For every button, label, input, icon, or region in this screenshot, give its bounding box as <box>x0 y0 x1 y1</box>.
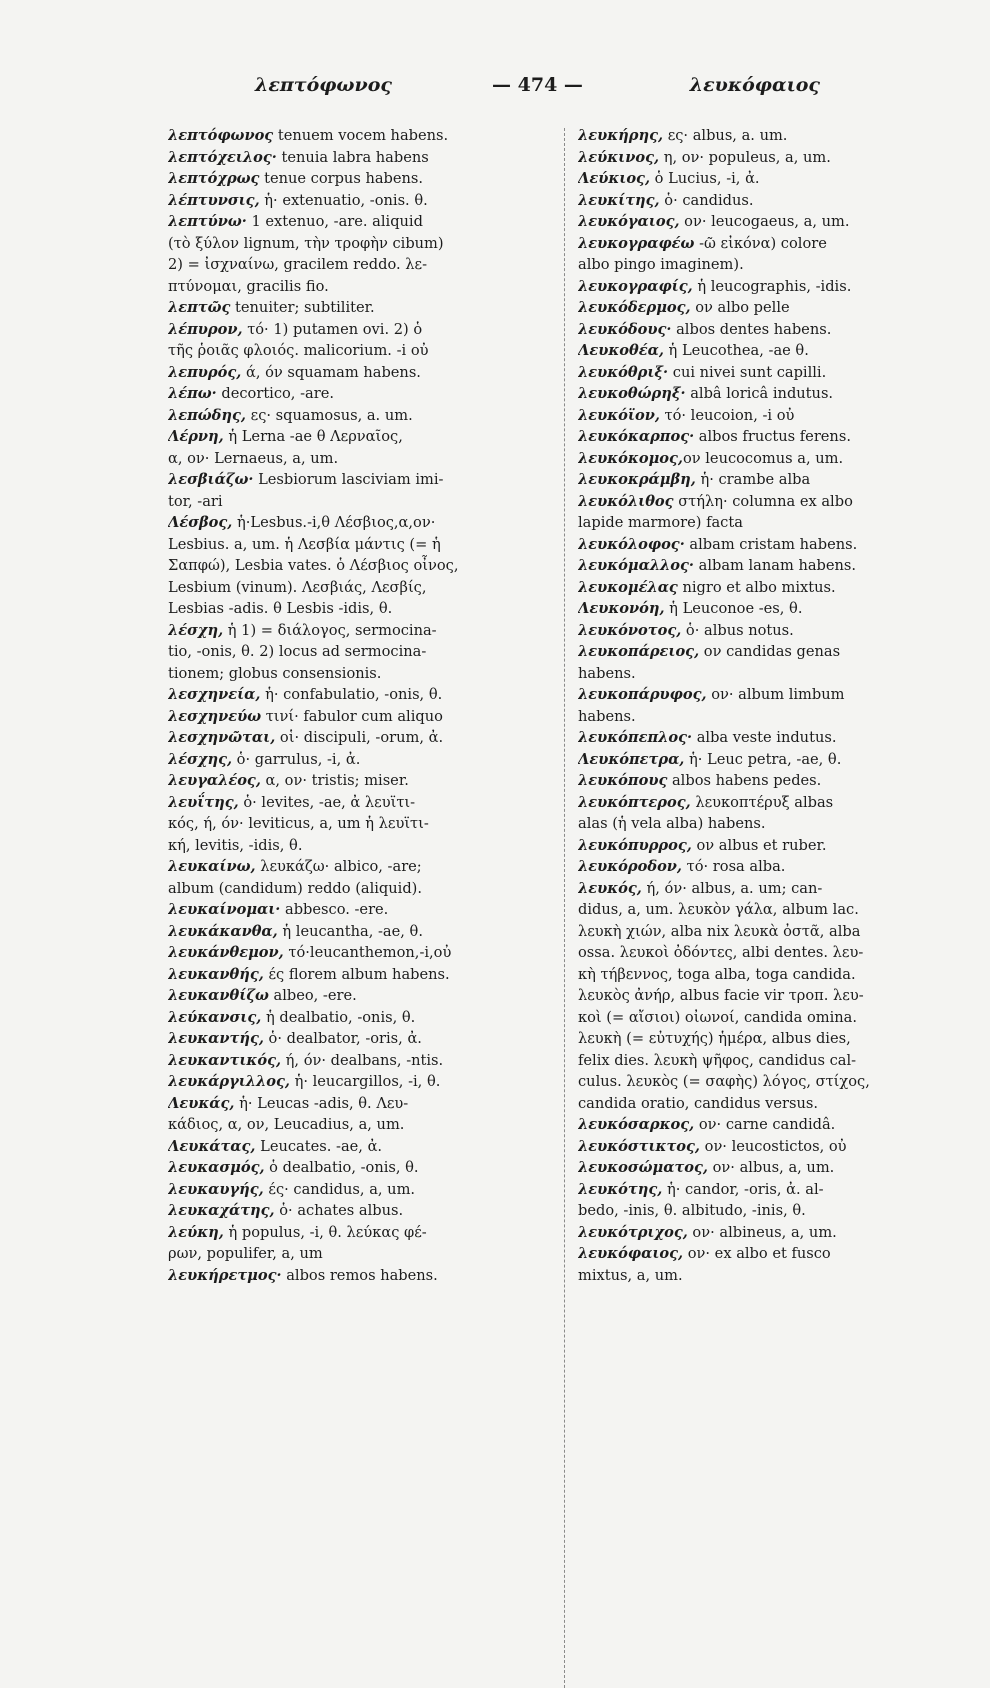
definition-text: abbesco. -ere. <box>280 901 389 918</box>
entry-line <box>578 448 948 470</box>
definition-text: λευκὴ (= εὐτυχής) ἡμέρα, albus dies, <box>578 1030 851 1047</box>
headword: λευκαίνω, <box>168 858 256 875</box>
definition-text: ή, όν· dealbans, -ntis. <box>281 1051 444 1069</box>
headword: λευκοκράμβη, <box>578 471 696 488</box>
definition-text: album (candidum) reddo (aliquid). <box>168 879 423 897</box>
entry-line <box>168 899 553 921</box>
headword: λεύκανσις, <box>168 1008 262 1026</box>
page-number: — 474 — <box>492 74 583 96</box>
definition-text: ἡ· candor, -oris, ἀ. al- <box>662 1180 824 1198</box>
headword: λέσχη, <box>168 621 224 639</box>
entry-line <box>168 577 553 599</box>
entry-line <box>578 512 948 534</box>
headword: λευΐτης, <box>168 793 239 811</box>
entry-line <box>578 383 948 405</box>
definition-text: tor, -ari <box>168 492 223 510</box>
entry-line <box>168 448 553 470</box>
definition-text: ossa. λευκοὶ ὀδόντες, albi dentes. λευ- <box>578 944 864 961</box>
definition-text: candida oratio, candidus versus. <box>578 1094 819 1112</box>
entry-line <box>578 620 948 642</box>
headword: Λευκάς, <box>168 1094 235 1112</box>
entry-line <box>168 405 553 427</box>
headword: λεπώδης, <box>168 406 246 424</box>
definition-text: ἡ 1) = διάλογος, sermocina- <box>223 621 437 639</box>
entry-line <box>578 405 948 427</box>
definition-text: ἡ populus, -i, θ. λεύκας φέ- <box>223 1223 427 1241</box>
definition-text: ον· album limbum <box>706 686 845 703</box>
definition-text: ἡ dealbatio, -onis, θ. <box>261 1008 416 1026</box>
definition-text: ον albus et ruber. <box>691 836 827 854</box>
headword: λευκανθίζω <box>168 987 269 1004</box>
definition-text: ὁ· garrulus, -i, ἀ. <box>232 750 361 768</box>
entry-line <box>168 190 553 212</box>
headword: λευκόκαρπος· <box>578 428 695 445</box>
definition-text: ἡ leucantha, -ae, θ. <box>277 922 423 940</box>
entry-line <box>578 1243 948 1265</box>
entry-line <box>168 1136 553 1158</box>
entry-line <box>168 297 553 319</box>
definition-text: ά, όν squamam habens. <box>241 363 421 381</box>
definition-text: tenue corpus habens. <box>259 170 424 187</box>
entry-line <box>168 1028 553 1050</box>
definition-text: τινί· fabulor cum aliquo <box>261 707 443 725</box>
definition-text: ον candidas genas <box>699 643 841 660</box>
entry-line <box>168 1200 553 1222</box>
entry-line <box>578 749 948 771</box>
entry-line <box>578 856 948 878</box>
definition-text: ἡ· extenuatio, -onis. θ. <box>259 191 428 209</box>
entry-line <box>578 190 948 212</box>
entry-line <box>168 233 553 255</box>
entry-line <box>168 770 553 792</box>
headword: Λέρνη, <box>168 428 224 445</box>
definition-text: λευκοπτέρυξ albas <box>690 793 834 811</box>
headword: λευκόστικτος, <box>578 1137 701 1155</box>
headword: λευκός, <box>578 879 642 897</box>
definition-text: ον leucocomus a, um. <box>682 449 844 467</box>
headword: Λέσβος, <box>168 514 233 531</box>
definition-text: Lesbius. a, um. ἡ Λεσβία μάντις (= ἡ <box>168 535 441 553</box>
definition-text: κὴ τήβεννος, toga alba, toga candida. <box>578 965 856 983</box>
entry-line <box>578 1050 948 1072</box>
headword: λευκαίνομαι· <box>168 901 281 918</box>
entry-line <box>168 641 553 663</box>
definition-text: ον· ex albo et fusco <box>683 1245 831 1262</box>
entry-line <box>168 383 553 405</box>
definition-text: τό· 1) putamen ovi. 2) ὁ <box>242 320 423 338</box>
definition-text: ἡ· Leuc petra, -ae, θ. <box>684 750 842 768</box>
definition-text: τό·leucanthemon,-i,οὐ <box>283 944 452 961</box>
definition-text: ές· candidus, a, um. <box>263 1180 416 1198</box>
definition-text: Σαπφώ), Lesbia vates. ὁ Λέσβιος οἶνος, <box>168 557 459 574</box>
headword: λέπω· <box>168 385 217 402</box>
entry-line <box>578 663 948 685</box>
page-header <box>255 74 820 104</box>
definition-text: ἡ· leucargillos, -i, θ. <box>289 1073 441 1090</box>
entry-line <box>168 749 553 771</box>
definition-text: ον· albus, a, um. <box>708 1159 835 1176</box>
entry-line <box>578 899 948 921</box>
definition-text: ές florem album habens. <box>263 965 450 983</box>
entry-line <box>168 1093 553 1115</box>
entry-line <box>578 985 948 1007</box>
definition-text: ἡ· Leucas -adis, θ. Λευ- <box>234 1094 409 1112</box>
definition-text: κός, ή, όν· leviticus, a, um ἡ λευϊτι- <box>168 815 429 832</box>
entry-line <box>168 512 553 534</box>
entry-line <box>578 835 948 857</box>
headword: λεσβιάζω· <box>168 471 254 488</box>
entry-line <box>168 942 553 964</box>
entry-line <box>578 1222 948 1244</box>
entry-line <box>578 641 948 663</box>
entry-line <box>578 276 948 298</box>
headword: λευκόπτερος, <box>578 793 691 811</box>
entry-line <box>168 340 553 362</box>
definition-text: ες· squamosus, a. um. <box>246 406 413 424</box>
headword: λευκόϊον, <box>578 406 660 424</box>
headword: λευκόνοτος, <box>578 621 682 639</box>
entry-line <box>578 254 948 276</box>
entry-line <box>168 813 553 835</box>
definition-text: ὁ· candidus. <box>659 191 754 209</box>
entry-line <box>168 276 553 298</box>
entry-line <box>578 168 948 190</box>
entry-line <box>168 1222 553 1244</box>
headword: λευκόμαλλος· <box>578 557 694 574</box>
column-divider <box>564 128 565 1688</box>
definition-text: λευκὴ χιών, alba nix λευκὰ ὀστᾶ, alba <box>578 922 861 940</box>
definition-text: τῆς ῥοιᾶς φλοιός. malicorium. -i οὐ <box>168 342 429 359</box>
entry-line <box>168 1265 553 1287</box>
entry-line <box>578 942 948 964</box>
entry-line <box>578 792 948 814</box>
headword: λευκόσαρκος, <box>578 1116 695 1133</box>
entry-line <box>578 878 948 900</box>
definition-text: ἡ· confabulatio, -onis, θ. <box>260 686 443 703</box>
headword: λεπτόχειλος· <box>168 148 277 166</box>
entry-line <box>168 1071 553 1093</box>
definition-text: α, ον· Lernaeus, a, um. <box>168 449 339 467</box>
entry-line <box>168 211 553 233</box>
definition-text: 2) = ἰσχναίνω, gracilem reddo. λε- <box>168 256 427 273</box>
entry-line <box>578 147 948 169</box>
definition-text: ον albo pelle <box>690 299 790 316</box>
definition-text: ὁ· albus notus. <box>681 621 794 639</box>
definition-text: Lesbium (vinum). Λεσβιάς, Λεσβίς, <box>168 578 427 596</box>
definition-text: τό· leucoion, -i οὐ <box>659 406 795 424</box>
definition-text: ον· albineus, a, um. <box>687 1223 837 1241</box>
definition-text: ή, όν· albus, a. um; can- <box>641 879 823 897</box>
headword: λευκάνθεμον, <box>168 944 284 961</box>
definition-text: ες· albus, a. um. <box>663 127 788 144</box>
definition-text: Lesbias -adis. θ Lesbis -idis, θ. <box>168 600 393 617</box>
definition-text: οἱ· discipuli, -orum, ἀ. <box>275 729 444 746</box>
headword: Λευκόπετρα, <box>578 750 685 768</box>
entry-line <box>168 555 553 577</box>
definition-text: albos dentes habens. <box>671 320 832 338</box>
definition-text: τό· rosa alba. <box>682 858 786 875</box>
headword: λευκαντής, <box>168 1030 264 1047</box>
entry-line <box>168 491 553 513</box>
headword: λευκόροδον, <box>578 858 683 875</box>
entry-line <box>578 706 948 728</box>
entry-line <box>168 1157 553 1179</box>
headword: λεπτόφωνος <box>168 127 274 144</box>
entry-line <box>578 1028 948 1050</box>
headword: λευκοπάρειος, <box>578 643 700 660</box>
definition-text: decortico, -are. <box>216 385 334 402</box>
headword: λευκαντικός, <box>168 1051 282 1069</box>
headword: λεσχηνῶται, <box>168 729 276 746</box>
entry-line <box>578 1136 948 1158</box>
definition-text: tenuiter; subtiliter. <box>230 299 375 316</box>
entry-line <box>578 598 948 620</box>
definition-text: ἡ·Lesbus.-i,θ Λέσβιος,α,ον· <box>232 514 436 531</box>
header-right-catchword: λευκόφαιος <box>689 74 820 96</box>
headword: λευκόφαιος, <box>578 1245 684 1262</box>
definition-text: -ῶ εἰκόνα) colore <box>694 234 827 252</box>
definition-text: albam lanam habens. <box>693 557 857 574</box>
headword: λεπυρός, <box>168 363 242 381</box>
definition-text: didus, a, um. λευκὸν γάλα, album lac. <box>578 901 859 918</box>
headword: λευκόπους <box>578 772 668 789</box>
entry-line <box>578 1265 948 1287</box>
headword: λευκόπεπλος· <box>578 729 693 746</box>
definition-text: ἡ leucographis, -idis. <box>692 277 852 295</box>
definition-text: albos habens pedes. <box>667 772 822 789</box>
entry-line <box>168 706 553 728</box>
definition-text: λευκάζω· albico, -are; <box>255 858 422 875</box>
entry-line <box>168 792 553 814</box>
entry-line <box>578 534 948 556</box>
headword: λεσχηνεία, <box>168 686 261 703</box>
entry-line <box>168 469 553 491</box>
entry-line <box>578 362 948 384</box>
definition-text: η, ον· populeus, a, um. <box>659 148 831 166</box>
entry-line <box>578 211 948 233</box>
entry-line <box>168 534 553 556</box>
entry-line <box>168 147 553 169</box>
entry-line <box>168 1243 553 1265</box>
headword: λευκόλοφος· <box>578 535 685 553</box>
definition-text: habens. <box>578 664 636 682</box>
header-left-catchword: λεπτόφωνος <box>255 74 392 96</box>
definition-text: alba veste indutus. <box>692 729 837 746</box>
definition-text: albam cristam habens. <box>684 535 858 553</box>
headword: λευκανθής, <box>168 965 264 983</box>
entry-line <box>168 125 553 147</box>
headword: λευκογραφέω <box>578 234 695 252</box>
definition-text: felix dies. λευκὴ ψῆφος, candidus cal- <box>578 1051 857 1069</box>
headword: λευκόλιθος <box>578 492 674 510</box>
entry-line <box>578 1071 948 1093</box>
entry-line <box>168 1007 553 1029</box>
definition-text: nigro et albo mixtus. <box>677 578 836 596</box>
entry-line <box>578 1200 948 1222</box>
definition-text: tionem; globus consensionis. <box>168 664 382 682</box>
definition-text: ον· leucostictos, οὐ <box>700 1137 847 1155</box>
headword: λευκίτης, <box>578 191 660 209</box>
definition-text: albos remos habens. <box>281 1266 438 1284</box>
headword: λέπτυνσις, <box>168 191 260 209</box>
definition-text: alas (ἡ vela alba) habens. <box>578 815 766 832</box>
headword: λευκόγαιος, <box>578 213 680 230</box>
entry-line <box>578 921 948 943</box>
definition-text: στήλη· columna ex albo <box>673 492 853 510</box>
entry-line <box>578 426 948 448</box>
definition-text: ὁ· achates albus. <box>274 1202 404 1219</box>
headword: λευκαχάτης, <box>168 1202 275 1219</box>
entry-line <box>168 1179 553 1201</box>
entry-line <box>578 340 948 362</box>
definition-text: ρων, populifer, a, um <box>168 1245 323 1262</box>
entry-line <box>168 964 553 986</box>
entry-line <box>168 684 553 706</box>
entry-line <box>168 663 553 685</box>
entry-line <box>578 727 948 749</box>
headword: λέσχης, <box>168 750 233 768</box>
headword: Λευκάτας, <box>168 1137 256 1155</box>
entry-line <box>168 620 553 642</box>
headword: λευκάργιλλος, <box>168 1073 290 1090</box>
entry-line <box>578 813 948 835</box>
definition-text: ὁ dealbatio, -onis, θ. <box>264 1159 419 1176</box>
definition-text: mixtus, a, um. <box>578 1266 683 1284</box>
entry-line <box>578 1114 948 1136</box>
entry-line <box>168 1050 553 1072</box>
headword: λευκογραφίς, <box>578 277 693 295</box>
headword: λευκόπυρρος, <box>578 836 692 854</box>
entry-line <box>168 319 553 341</box>
headword: λεπτόχρως <box>168 170 260 187</box>
headword: λευκόδους· <box>578 320 672 338</box>
right-column <box>578 125 948 1286</box>
definition-text: ἡ Lerna -ae θ Λερναῖος, <box>223 428 403 445</box>
definition-text: Lesbiorum lasciviam imi- <box>253 471 444 488</box>
entry-line <box>168 835 553 857</box>
headword: λέπυρον, <box>168 320 243 338</box>
entry-line <box>168 856 553 878</box>
headword: Λευκονόη, <box>578 600 665 617</box>
definition-text: κάδιος, α, ον, Leucadius, a, um. <box>168 1116 405 1133</box>
entry-line <box>168 727 553 749</box>
entry-line <box>578 577 948 599</box>
headword: λευγαλέος, <box>168 772 261 789</box>
definition-text: κοὶ (= αἴσιοι) οἰωνοί, candida omina. <box>578 1008 857 1026</box>
definition-text: ἡ Leuconoe -es, θ. <box>664 600 803 617</box>
definition-text: ἡ· crambe alba <box>695 471 811 488</box>
definition-text: πτύνομαι, gracilis fio. <box>168 277 329 295</box>
entry-line <box>578 125 948 147</box>
entry-line <box>578 491 948 513</box>
entry-line <box>168 878 553 900</box>
entry-line <box>168 254 553 276</box>
entry-line <box>168 598 553 620</box>
definition-text: tenuem vocem habens. <box>273 127 449 144</box>
entry-line <box>578 319 948 341</box>
entry-line <box>578 1093 948 1115</box>
definition-text: lapide marmore) facta <box>578 514 743 531</box>
headword: λευκοθώρηξ· <box>578 385 686 402</box>
headword: λευκήρης, <box>578 127 664 144</box>
definition-text: ἡ Leucothea, -ae θ. <box>663 342 809 359</box>
entry-line <box>578 770 948 792</box>
left-column <box>168 125 553 1286</box>
definition-text: ον· carne candidâ. <box>694 1116 836 1133</box>
headword: λευκότριχος, <box>578 1223 688 1241</box>
definition-text: culus. λευκὸς (= σαφὴς) λόγος, στίχος, <box>578 1073 870 1090</box>
definition-text: tio, -onis, θ. 2) locus ad sermocina- <box>168 643 427 660</box>
headword: λευκόκομος, <box>578 449 683 467</box>
headword: Λεύκιος, <box>578 170 651 187</box>
definition-text: cui nivei sunt capilli. <box>668 363 827 381</box>
headword: λευκήρετμος· <box>168 1266 282 1284</box>
headword: λεσχηνεύω <box>168 707 262 725</box>
headword: λεύκη, <box>168 1223 224 1241</box>
entry-line <box>578 684 948 706</box>
headword: λευκάκανθα, <box>168 922 278 940</box>
entry-line <box>578 469 948 491</box>
definition-text: albâ loricâ indutus. <box>685 385 834 402</box>
definition-text: ὁ· levites, -ae, ἀ λευϊτι- <box>238 793 416 811</box>
definition-text: tenuia labra habens <box>276 148 429 166</box>
headword: Λευκοθέα, <box>578 342 664 359</box>
definition-text: α, ον· tristis; miser. <box>260 772 409 789</box>
entry-line <box>578 964 948 986</box>
headword: λεπτῶς <box>168 299 231 316</box>
definition-text: 1 extenuo, -are. aliquid <box>246 213 423 230</box>
entry-line <box>578 1179 948 1201</box>
headword: λευκοσώματος, <box>578 1159 708 1176</box>
entry-line <box>168 426 553 448</box>
headword: λευκοπάρυφος, <box>578 686 707 703</box>
entry-line <box>168 1114 553 1136</box>
definition-text: albos fructus ferens. <box>694 428 851 445</box>
headword: λεύκινος, <box>578 148 660 166</box>
definition-text: (τὸ ξύλον lignum, τὴν τροφὴν cibum) <box>168 234 444 252</box>
entry-line <box>168 168 553 190</box>
entry-line <box>578 233 948 255</box>
entry-line <box>168 985 553 1007</box>
headword: λεπτύνω· <box>168 213 247 230</box>
definition-text: λευκὸς ἀνήρ, albus facie vir τροπ. λευ- <box>578 987 864 1004</box>
headword: λευκότης, <box>578 1180 663 1198</box>
definition-text: habens. <box>578 707 636 725</box>
definition-text: Leucates. -ae, ἀ. <box>255 1137 383 1155</box>
definition-text: ον· leucogaeus, a, um. <box>679 213 850 230</box>
headword: λευκόθριξ· <box>578 363 669 381</box>
entry-line <box>578 555 948 577</box>
headword: λευκόδερμος, <box>578 299 691 316</box>
entry-line <box>578 1007 948 1029</box>
definition-text: ὁ Lucius, -i, ἀ. <box>650 170 760 187</box>
headword: λευκαυγής, <box>168 1180 264 1198</box>
definition-text: albo pingo imaginem). <box>578 256 744 273</box>
headword: λευκομέλας <box>578 578 678 596</box>
entry-line <box>578 297 948 319</box>
headword: λευκασμός, <box>168 1159 265 1176</box>
definition-text: bedo, -inis, θ. albitudo, -inis, θ. <box>578 1202 806 1219</box>
definition-text: ὁ· dealbator, -oris, ἀ. <box>263 1030 422 1047</box>
definition-text: κή, levitis, -idis, θ. <box>168 836 303 854</box>
entry-line <box>168 362 553 384</box>
entry-line <box>578 1157 948 1179</box>
entry-line <box>168 921 553 943</box>
definition-text: albeo, -ere. <box>268 987 357 1004</box>
